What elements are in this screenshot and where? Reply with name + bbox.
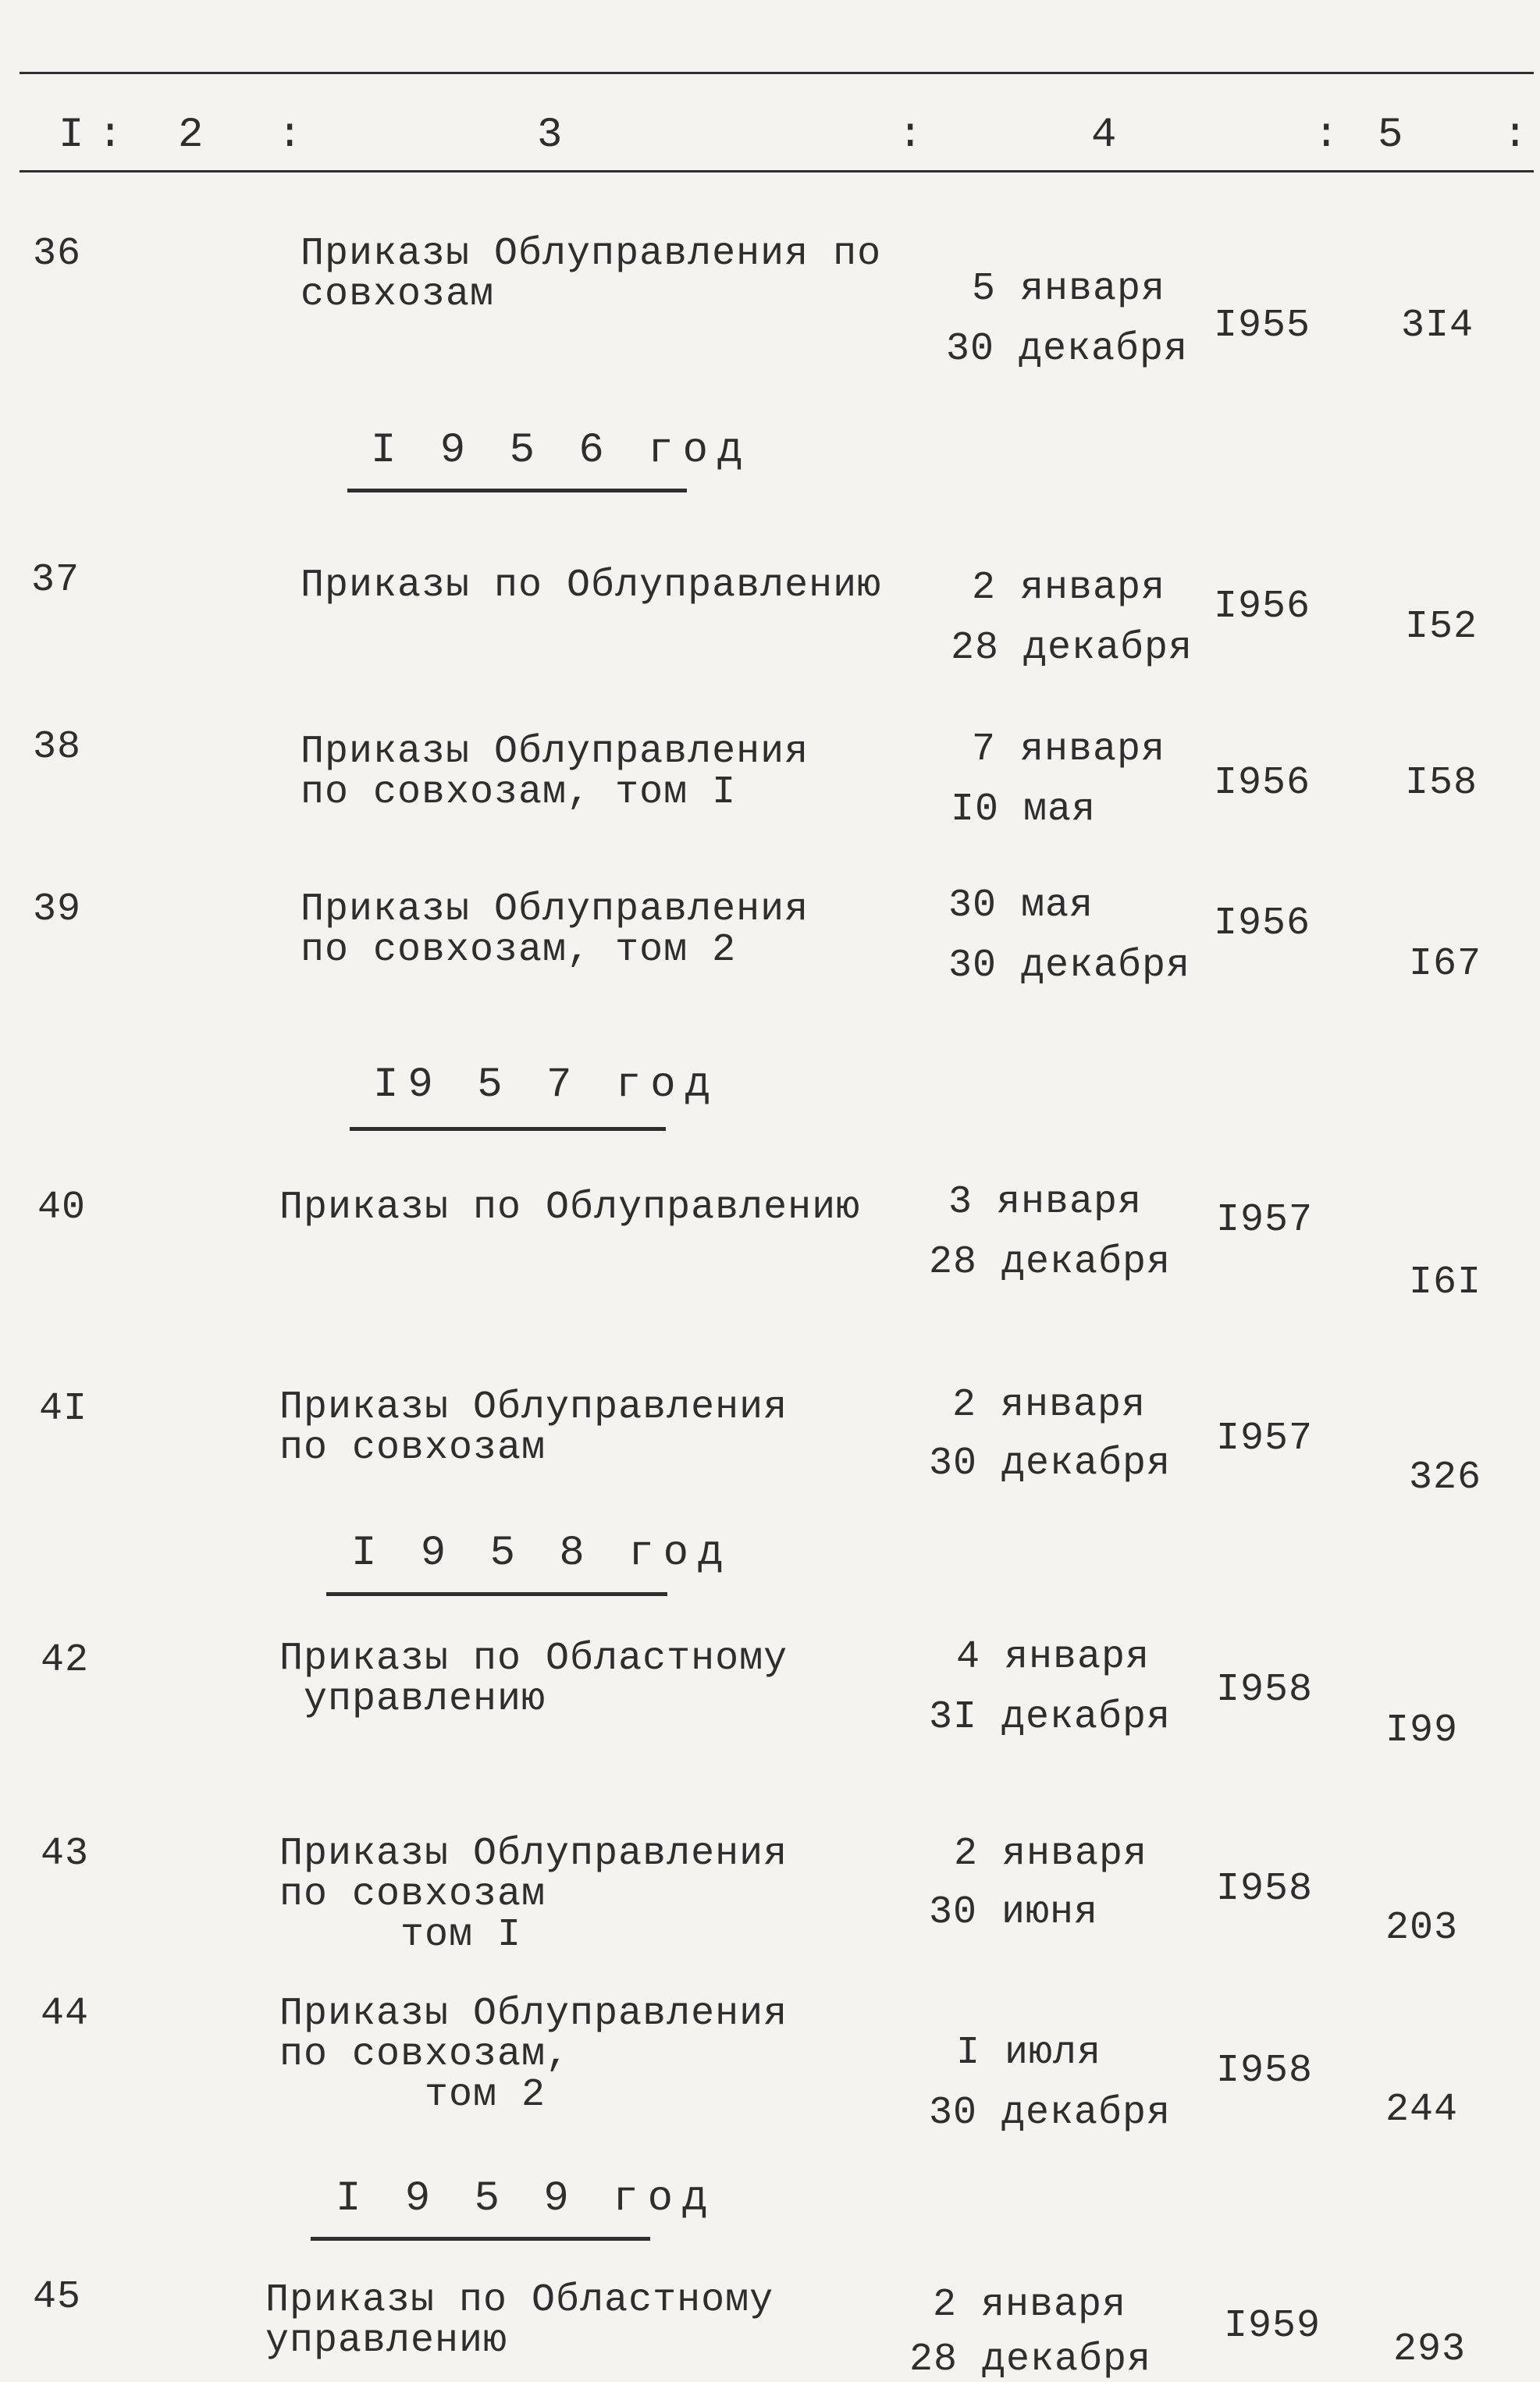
entry-title-line: Приказы Облуправления [279, 1992, 788, 2036]
entry-title-line: по совхозам [279, 1872, 546, 1917]
header-top-rule [20, 72, 1534, 74]
entry-year: I959 [1224, 2304, 1321, 2348]
entry-year: I958 [1216, 1867, 1314, 1911]
entry-date-end: 30 декабря [948, 944, 1191, 988]
header-col-1: I [59, 112, 85, 159]
header-sep-2: : [277, 112, 304, 159]
entry-sheets: I99 [1385, 1708, 1459, 1753]
entry-title-line: совхозам [301, 272, 495, 317]
entry-sheets: 244 [1385, 2088, 1459, 2132]
entry-title-line: управлению [279, 1677, 546, 1722]
header-sep-3: : [898, 112, 924, 159]
entry-number: 40 [37, 1186, 87, 1230]
entry-year: I956 [1214, 901, 1311, 946]
entry-sheets: 3I4 [1401, 304, 1474, 348]
year-heading-underline [311, 2237, 650, 2241]
entry-number: 38 [33, 725, 82, 770]
entry-sheets: I67 [1409, 942, 1482, 987]
header-sep-5: : [1503, 112, 1529, 159]
entry-title-line: Приказы Облуправления [301, 730, 809, 774]
year-heading: I 9 5 8 год [351, 1530, 733, 1577]
entry-year: I958 [1216, 2049, 1314, 2093]
entry-date-end: 28 декабря [929, 1240, 1172, 1285]
year-heading: I9 5 7 год [373, 1061, 720, 1109]
entry-title-line: Приказы по Областному [265, 2278, 774, 2323]
entry-date-end: I0 мая [951, 787, 1097, 832]
entry-date-start: 3 января [948, 1180, 1143, 1225]
entry-date-start: 4 января [956, 1635, 1151, 1680]
year-heading-underline [350, 1127, 666, 1131]
header-col-5: 5 [1378, 112, 1404, 159]
entry-number: 37 [31, 558, 80, 603]
entry-date-start: 2 января [972, 566, 1166, 610]
header-sep-4: : [1314, 112, 1340, 159]
entry-title-line: том I [279, 1913, 522, 1957]
entry-title-line: Приказы Облуправления [301, 887, 809, 932]
entry-date-end: 3I декабря [929, 1695, 1172, 1740]
entry-number: 36 [33, 232, 82, 276]
entry-year: I956 [1214, 761, 1311, 805]
entry-date-end: 30 декабря [946, 327, 1189, 372]
entry-title-line: Приказы Облуправления по [301, 232, 882, 276]
entry-date-start: 2 января [933, 2283, 1127, 2327]
entry-sheets: I52 [1405, 605, 1478, 649]
entry-date-end: 28 декабря [951, 626, 1193, 670]
entry-date-end: 30 декабря [929, 1442, 1172, 1486]
entry-number: 42 [41, 1638, 90, 1683]
entry-title-line: по совхозам, том I [301, 770, 737, 815]
entry-number: 45 [33, 2275, 82, 2320]
entry-sheets: 293 [1393, 2327, 1467, 2372]
entry-title-line: управлению [265, 2319, 508, 2363]
year-heading-underline [347, 489, 687, 492]
entry-title-line: по совхозам [279, 1426, 546, 1470]
entry-number: 39 [33, 887, 82, 932]
entry-year: I955 [1214, 304, 1311, 348]
entry-title-line: по совхозам, том 2 [301, 928, 737, 972]
entry-sheets: 203 [1385, 1906, 1459, 1950]
header-sep-1: : [98, 112, 124, 159]
year-heading: I 9 5 6 год [371, 427, 752, 475]
entry-number: 43 [41, 1832, 90, 1876]
entry-title-line: Приказы Облуправления [279, 1832, 788, 1876]
entry-date-end: 28 декабря [909, 2338, 1152, 2382]
entry-title-line: Приказы Облуправления [279, 1385, 788, 1430]
entry-number: 44 [41, 1992, 90, 2036]
year-heading-underline [326, 1592, 667, 1596]
entry-sheets: I58 [1405, 761, 1478, 805]
entry-date-start: 30 мая [948, 883, 1094, 928]
entry-title-line: по совхозам, [279, 2032, 571, 2077]
year-heading: I 9 5 9 год [336, 2175, 717, 2223]
entry-year: I958 [1216, 1668, 1314, 1712]
header-col-3: 3 [537, 112, 564, 159]
entry-date-start: 5 января [972, 267, 1166, 311]
header-col-2: 2 [178, 112, 205, 159]
entry-sheets: 326 [1409, 1456, 1482, 1500]
entry-date-start: I июля [956, 2031, 1102, 2075]
entry-year: I957 [1216, 1417, 1314, 1461]
entry-date-end: 30 декабря [929, 2091, 1172, 2135]
entry-title-line: Приказы по Облуправлению [301, 564, 882, 608]
entry-title-line: Приказы по Облуправлению [279, 1186, 861, 1230]
entry-year: I956 [1214, 585, 1311, 629]
entry-title-line: том 2 [279, 2073, 546, 2117]
entry-year: I957 [1216, 1198, 1314, 1243]
entry-date-end: 30 июня [929, 1890, 1099, 1935]
entry-title-line: Приказы по Областному [279, 1637, 788, 1681]
header-col-4: 4 [1091, 112, 1118, 159]
header-bottom-rule [20, 170, 1534, 172]
entry-date-start: 2 января [952, 1383, 1147, 1427]
entry-sheets: I6I [1409, 1260, 1482, 1305]
entry-date-start: 2 января [954, 1832, 1148, 1876]
entry-number: 4I [39, 1387, 88, 1431]
entry-date-start: 7 января [972, 727, 1166, 772]
